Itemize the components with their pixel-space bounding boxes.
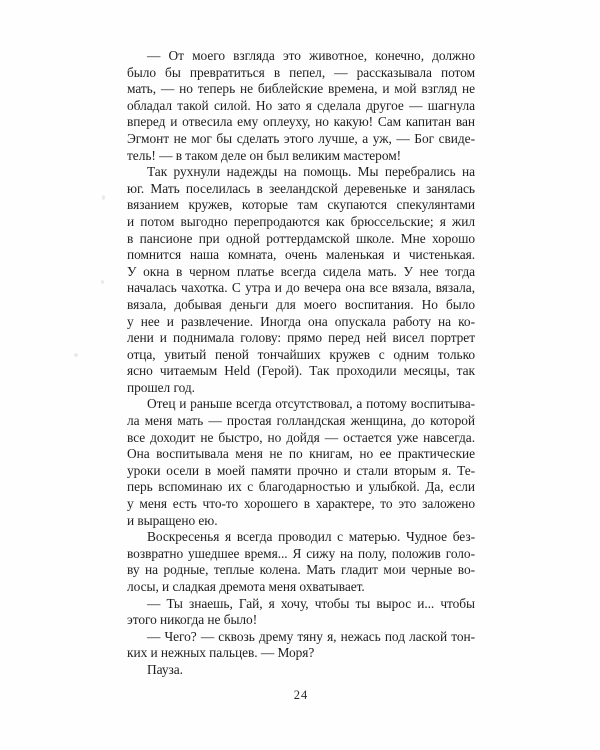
text-line: Отец и раньше всегда отсутствовал, а потому воспитыва- xyxy=(147,396,475,412)
text-line: уроки осели в моей памяти прочно и стали вторым я. Те- xyxy=(127,462,475,478)
text-line: вязанием кружев, которые там скупаются спекулянтами xyxy=(127,197,475,213)
text-line: Так рухнули надежды на помощь. Мы перебрались на xyxy=(147,164,475,180)
text-line: Пауза. xyxy=(147,661,183,677)
text-line: вязала, добывая деньги для моего воспитания. Но было xyxy=(127,296,475,312)
text-line: лени и поднимала голову: прямо перед ней висел портрет xyxy=(127,330,475,346)
text-line: ких и нежных пальцев. — Моря? xyxy=(127,645,315,661)
text-line: Воскресенья я всегда проводил с матерью. Чудное без- xyxy=(147,529,475,545)
scan-artifact xyxy=(101,280,104,284)
text-line: — Чего? — сквозь дрему тяну я, нежась под лаской тон- xyxy=(147,628,475,644)
text-line: все доходит не быстро, но дойдя — остается уже навсегда. xyxy=(127,429,475,445)
paragraph xyxy=(127,164,475,396)
text-line: Эгмонт не мог бы сделать этого лучше, а уж, — Бог свиде- xyxy=(127,130,475,146)
paragraph xyxy=(127,629,475,662)
paragraph xyxy=(127,529,475,595)
text-line: ясно читаемым Held (Герой). Так проходили месяцы, так xyxy=(127,363,475,379)
text-line: помнится наша комната, очень маленькая и чистенькая. xyxy=(127,247,475,263)
text-line: перь вспоминаю их с благодарностью и улыбкой. Да, если xyxy=(127,479,475,495)
text-line: и потом выгодно перепродаются как брюссельские; я жил xyxy=(127,213,475,229)
page-text xyxy=(127,48,475,679)
text-line: было бы превратиться в пепел, — рассказывала потом xyxy=(127,64,475,80)
paragraph xyxy=(127,662,475,679)
text-line: у меня есть что-то хорошего в характере, то это заложено xyxy=(127,496,475,512)
text-line: началась чахотка. С утра и до вечера она все вязала, вязала, xyxy=(127,280,475,296)
text-line: в пансионе при одной роттердамской школе. Мне хорошо xyxy=(127,230,475,246)
text-line: лосы, и сладкая дремота меня охватывает. xyxy=(127,579,365,594)
text-line: У окна в черном платье всегда сидела мать. У нее тогда xyxy=(127,263,475,279)
text-line: — От моего взгляда это животное, конечно, должно xyxy=(147,48,475,63)
text-line: возвратно ушедшее время... Я сижу на полу, положив голо- xyxy=(127,545,475,561)
text-line: ву на родные, теплые колена. Мать гладит мои черные во- xyxy=(127,562,475,578)
text-line: ла меня мать — простая голландская женщина, до которой xyxy=(127,413,475,429)
text-line: обладал такой силой. Но зато я сделала другое — шагнула xyxy=(127,97,475,113)
scan-artifact xyxy=(102,195,105,200)
text-line: юг. Мать поселилась в зееландской деревеньке и занялась xyxy=(127,180,475,196)
text-line: отца, увитый пеной тончайших кружев с одним только xyxy=(127,346,475,362)
paragraph xyxy=(127,48,475,164)
text-line: тель! — в таком деле он был великим мастером! xyxy=(127,147,402,163)
scan-artifact xyxy=(74,353,78,357)
paragraph xyxy=(127,396,475,529)
text-line: этого никогда не было! xyxy=(127,612,258,628)
text-line: и выращено ею. xyxy=(127,512,218,528)
page-number: 24 xyxy=(293,688,309,702)
text-line: прошел год. xyxy=(127,379,195,395)
text-line: Она воспитывала меня не по книгам, но ее практические xyxy=(127,446,475,462)
text-line: у нее и развлечение. Иногда она опускала работу на ко- xyxy=(127,313,475,329)
text-line: мать, — но теперь не библейские времена, и мой взгляд не xyxy=(127,81,475,97)
text-line: — Ты знаешь, Гай, я хочу, чтобы ты вырос и... чтобы xyxy=(147,595,475,611)
paragraph xyxy=(127,596,475,629)
text-line: вперед и отвесила ему оплеуху, но какую! Сам капитан ван xyxy=(127,114,475,130)
